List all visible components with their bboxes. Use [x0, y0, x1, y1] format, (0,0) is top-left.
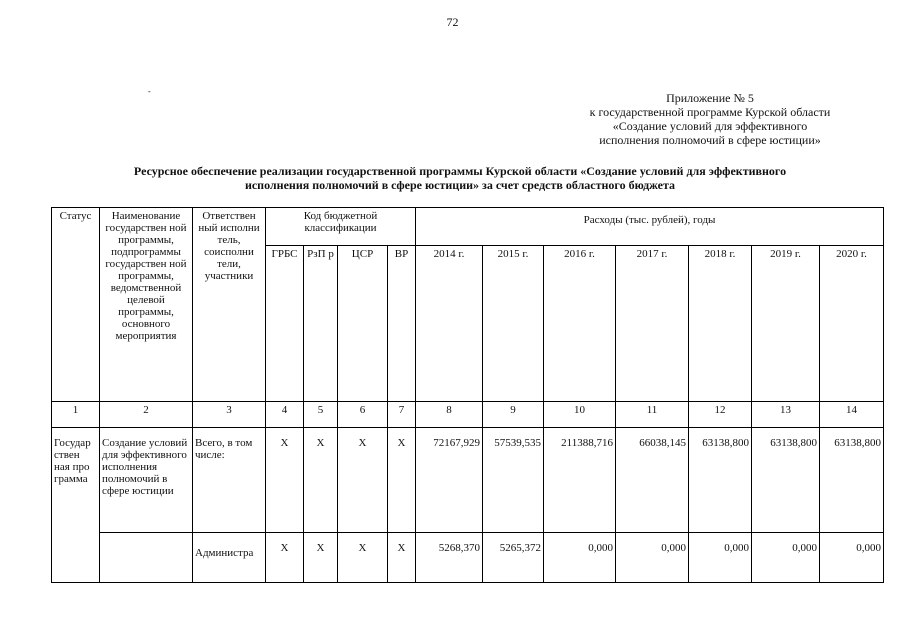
column-number: 8: [416, 402, 483, 428]
row-value-2020: 0,000: [820, 533, 884, 583]
header-name: Наименование государствен ной программы, подпрограммы государствен ной программы, ведомственной целевой программы, основного мероприятия: [100, 208, 193, 402]
header-grbs: ГРБС: [266, 246, 304, 402]
row-vr: X: [388, 533, 416, 583]
row-executor: Администра: [193, 533, 266, 583]
row-status: Государ ствен ная про грамма: [52, 428, 100, 583]
row-name: [100, 533, 193, 583]
row-value-2014: 5268,370: [416, 533, 483, 583]
row-value-2020: 63138,800: [820, 428, 884, 533]
row-executor: Всего, в том числе:: [193, 428, 266, 533]
row-value-2018: 0,000: [689, 533, 752, 583]
column-number: 9: [483, 402, 544, 428]
column-number: 10: [544, 402, 616, 428]
row-csr: X: [338, 533, 388, 583]
header-csr: ЦСР: [338, 246, 388, 402]
column-number: 3: [193, 402, 266, 428]
row-value-2016: 211388,716: [544, 428, 616, 533]
appendix-line-2: к государственной программе Курской области: [589, 105, 831, 119]
header-year-2018: 2018 г.: [689, 246, 752, 402]
stray-mark: -: [148, 87, 151, 96]
column-number: 4: [266, 402, 304, 428]
row-value-2014: 72167,929: [416, 428, 483, 533]
row-name: Создание условий для эффективного исполнения полномочий в сфере юстиции: [100, 428, 193, 533]
row-value-2017: 0,000: [616, 533, 689, 583]
row-value-2015: 5265,372: [483, 533, 544, 583]
header-expenses: Расходы (тыс. рублей), годы: [416, 208, 884, 246]
column-number: 11: [616, 402, 689, 428]
column-number: 12: [689, 402, 752, 428]
title-line-1: Ресурсное обеспечение реализации государственной программы Курской области «Создание условий для эффективного: [133, 164, 787, 178]
header-year-2020: 2020 г.: [820, 246, 884, 402]
header-year-2016: 2016 г.: [544, 246, 616, 402]
header-year-2017: 2017 г.: [616, 246, 689, 402]
table-row-total: [52, 428, 884, 533]
column-number: 6: [338, 402, 388, 428]
column-number-row: [52, 402, 884, 428]
row-grbs: X: [266, 533, 304, 583]
row-value-2019: 0,000: [752, 533, 820, 583]
header-status: Статус: [52, 208, 100, 402]
budget-table: [51, 207, 884, 583]
row-rzpr: X: [304, 533, 338, 583]
appendix-line-4: исполнения полномочий в сфере юстиции»: [599, 133, 821, 147]
row-value-2017: 66038,145: [616, 428, 689, 533]
title-line-2: исполнения полномочий в сфере юстиции» за счет средств областного бюджета: [244, 178, 676, 192]
column-number: 5: [304, 402, 338, 428]
appendix-block: [520, 91, 900, 147]
column-number: 14: [820, 402, 884, 428]
row-value-2019: 63138,800: [752, 428, 820, 533]
table-row-admin: [52, 533, 884, 583]
header-budget-code: Код бюджетной классификации: [266, 208, 416, 246]
row-grbs: X: [266, 428, 304, 533]
column-number: 13: [752, 402, 820, 428]
row-vr: X: [388, 428, 416, 533]
appendix-line-1: Приложение № 5: [666, 91, 754, 105]
column-number: 1: [52, 402, 100, 428]
header-executor: Ответствен ный исполни тель, соисполни тели, участники: [193, 208, 266, 402]
row-value-2016: 0,000: [544, 533, 616, 583]
column-number: 2: [100, 402, 193, 428]
header-year-2014: 2014 г.: [416, 246, 483, 402]
header-year-2015: 2015 г.: [483, 246, 544, 402]
header-row-top: [52, 208, 884, 246]
header-vr: ВР: [388, 246, 416, 402]
column-number: 7: [388, 402, 416, 428]
page-number: 72: [446, 15, 459, 29]
row-csr: X: [338, 428, 388, 533]
row-value-2018: 63138,800: [689, 428, 752, 533]
row-rzpr: X: [304, 428, 338, 533]
row-value-2015: 57539,535: [483, 428, 544, 533]
header-year-2019: 2019 г.: [752, 246, 820, 402]
document-title: [60, 164, 860, 192]
header-rzpr: РзП р: [304, 246, 338, 402]
appendix-line-3: «Создание условий для эффективного: [612, 119, 808, 133]
